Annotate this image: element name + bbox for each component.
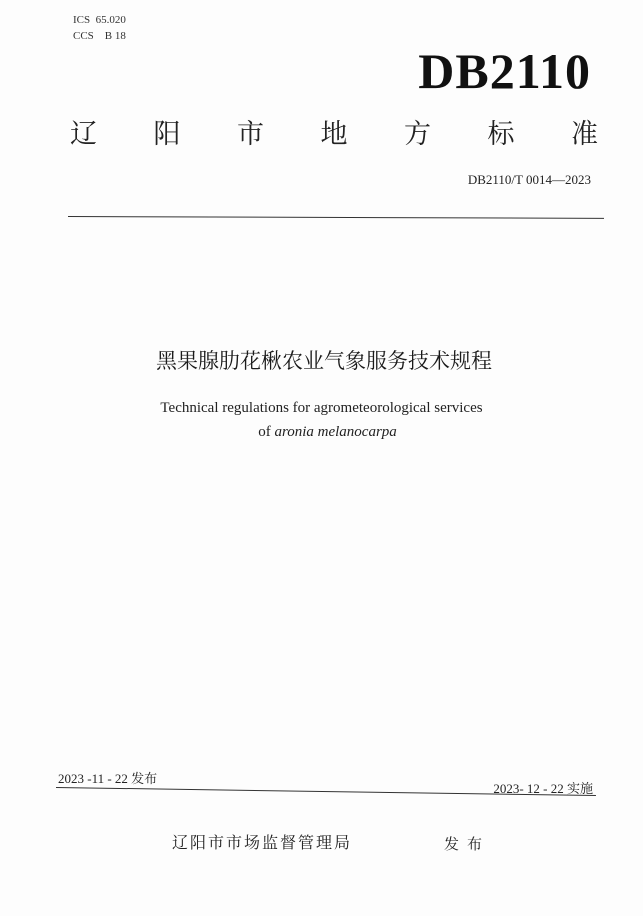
standard-type-char: 市 <box>237 119 264 150</box>
document-title-chinese <box>0 345 643 375</box>
standard-type-char: 标 <box>487 119 515 150</box>
title-english-line1: Technical regulations for agrometeorological services <box>160 400 483 416</box>
standard-type-char: 地 <box>320 119 348 150</box>
classification-codes <box>73 12 126 44</box>
ccs-code: CCS B 18 <box>73 30 126 42</box>
publish-label: 发布 <box>444 835 491 853</box>
standard-code: DB2110/T 0014—2023 <box>467 172 591 187</box>
title-english-scientific-name: aronia melanocarpa <box>274 424 397 440</box>
issue-date: 2023 -11 - 22 发布 <box>58 771 158 786</box>
title-english-prefix: of <box>258 424 275 440</box>
standard-type-char: 方 <box>404 119 431 150</box>
publisher-name: 辽阳市市场监督管理局 <box>172 833 353 852</box>
implementation-date: 2023- 12 - 22 实施 <box>493 781 593 796</box>
standard-number: DB2110 <box>418 43 591 99</box>
document-title-english <box>0 396 643 444</box>
standard-type-char: 阳 <box>153 119 181 150</box>
standard-type-char: 准 <box>571 119 598 150</box>
header-divider <box>68 216 604 219</box>
title-chinese-text: 黑果腺肋花楸农业气象服务技术规程 <box>156 349 492 373</box>
standard-type-char: 辽 <box>70 119 97 150</box>
title-english-line2 <box>0 420 643 444</box>
ics-code: ICS 65.020 <box>73 14 126 26</box>
standard-type-heading <box>70 112 598 151</box>
